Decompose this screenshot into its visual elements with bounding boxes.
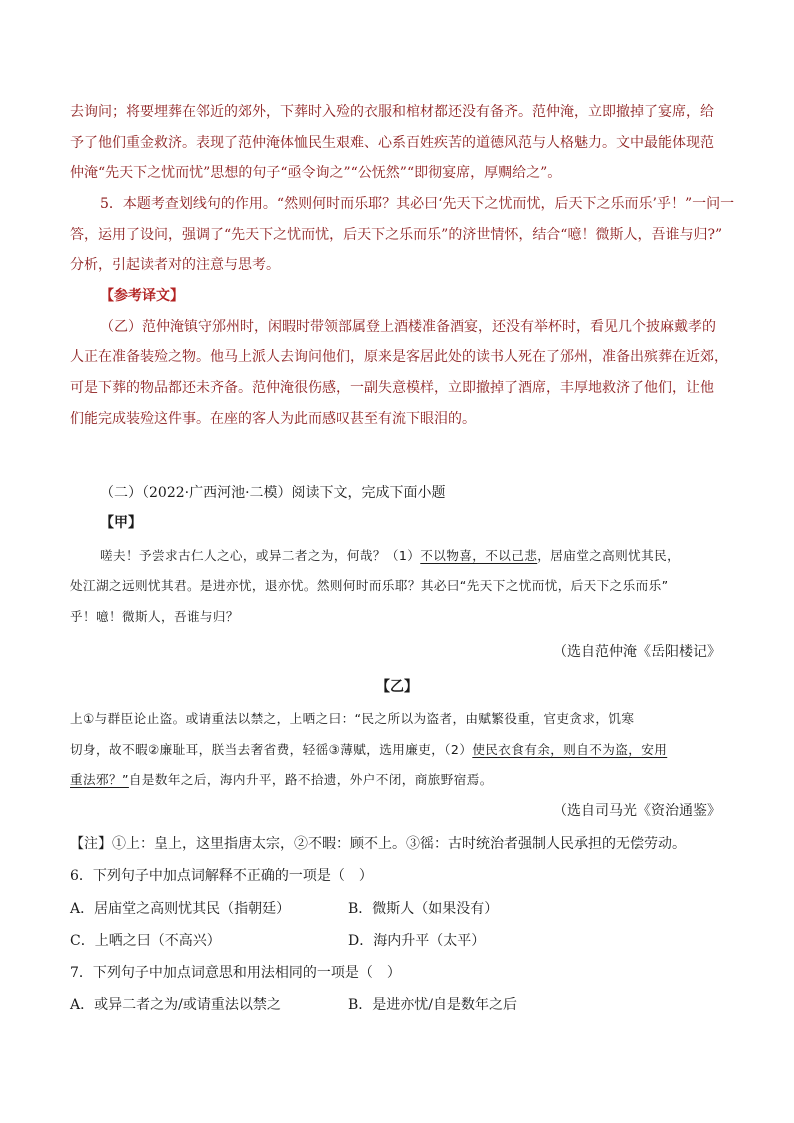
underlined-sentence-1: 不以物喜，不以己悲: [420, 548, 538, 563]
question-7: 7．下列句子中加点词意思和用法相同的一项是（ ）: [70, 965, 401, 981]
q5-answer-line-2: 答，运用了设问，强调了“先天下之忧而忧，后天下之乐而乐”的济世情怀，结合“噫！微斯人，吾谁与归?”: [70, 227, 723, 243]
q6-option-a[interactable]: A．居庙堂之高则忧其民（指朝廷）: [70, 901, 291, 917]
jia-source: （选自范仲淹《岳阳楼记》: [553, 644, 721, 660]
jia-line-3: 乎！噫！微斯人，吾谁与归？: [70, 609, 239, 624]
yi-line-1: 上①与群臣论止盗。或请重法以禁之，上哂之曰：“民之所以为盗者，由赋繁役重，官吏贪求，饥寒: [70, 711, 635, 726]
reference-line-1: （乙）范仲淹镇守邠州时，闲暇时带领部属登上酒楼准备酒宴，还没有举杯时，看见几个披麻戴孝的: [100, 319, 716, 335]
jia-line-1: 嗟夫！予尝求古仁人之心，或异二者之为，何哉？（1）不以物喜，不以己悲，居庙堂之高则忧其民，: [100, 548, 681, 563]
q6-option-d[interactable]: D．海内升平（太平）: [348, 933, 486, 949]
yi-line-3: 重法邪？”自是数年之后，海内升平，路不拾遗，外户不闭，商旅野宿焉。: [70, 772, 493, 787]
section-heading: （二）（2022·广西河池·二模）阅读下文，完成下面小题: [100, 485, 446, 501]
q6-option-b[interactable]: B．微斯人（如果没有）: [348, 901, 499, 917]
jia-label: 【甲】: [100, 515, 142, 531]
q7-option-a[interactable]: A．或异二者之为/或请重法以禁之: [70, 997, 281, 1013]
answer-line-1: 去询问；将要埋葬在邻近的郊外，下葬时入殓的衣服和棺材都还没有备齐。范仲淹，立即撤掉了宴席，给: [70, 104, 714, 120]
question-6: 6．下列句子中加点词解释不正确的一项是（ ）: [70, 868, 373, 884]
q5-answer-line-3: 分析，引起读者对的注意与思考。: [70, 257, 280, 273]
reference-line-4: 们能完成装殓这件事。在座的客人为此而感叹甚至有流下眼泪的。: [70, 411, 476, 427]
underlined-sentence-2b: 重法邪？”: [70, 772, 129, 787]
underlined-sentence-2a: 使民衣食有余，则自不为盗，安用: [472, 742, 668, 757]
yi-line-2: 切身，故不暇②廉耻耳，朕当去奢省费，轻徭③薄赋，选用廉吏，（2）使民衣食有余，则自不为盗，安用: [70, 742, 668, 757]
answer-line-3: 仲淹“先天下之忧而忧”思想的句子“亟令询之”“公怃然”“即彻宴席，厚赒给之”。: [70, 165, 562, 181]
answer-line-2: 予了他们重金救济。表现了范仲淹体恤民生艰难、心系百姓疾苦的道德风范与人格魅力。文中最能体现范: [70, 135, 714, 151]
reference-line-2: 人正在准备装殓之物。他马上派人去询问他们，原来是客居此处的读书人死在了邠州，准备出殡葬在近郊，: [70, 349, 728, 365]
q5-answer-line-1: 5．本题考查划线句的作用。“然则何时而乐耶？其必曰‘先天下之忧而忧，后天下之乐而乐’乎！”一问一: [100, 196, 735, 212]
yi-label: 【乙】: [376, 679, 418, 695]
q6-option-c[interactable]: C．上哂之曰（不高兴）: [70, 933, 221, 949]
yi-source: （选自司马光《资治通鉴》: [553, 803, 721, 819]
reference-line-3: 可是下葬的物品都还未齐备。范仲淹很伤感，一副失意模样，立即撤掉了酒席，丰厚地救济了他们，让他: [70, 380, 714, 396]
q7-option-b[interactable]: B．是进亦忧/自是数年之后: [348, 997, 518, 1013]
notes: 【注】①上：皇上，这里指唐太宗，②不暇：顾不上。③徭：古时统治者强制人民承担的无偿劳动。: [70, 836, 686, 852]
reference-label: 【参考译文】: [100, 288, 184, 304]
jia-line-2: 处江湖之远则忧其君。是进亦忧，退亦忧。然则何时而乐耶？其必曰“先天下之忧而忧，后天下之乐而乐”: [70, 578, 669, 593]
